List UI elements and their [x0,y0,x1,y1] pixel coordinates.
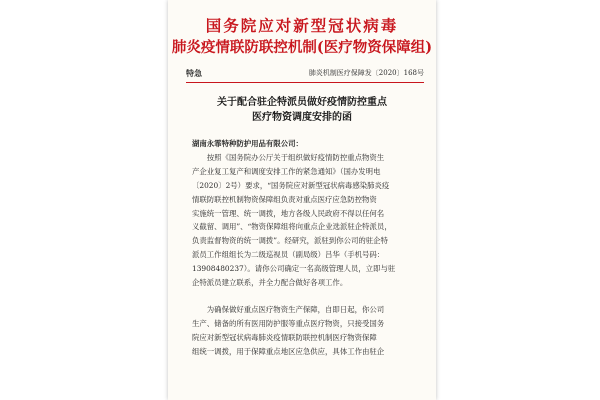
paragraph-line: 产企业复工复产和调度安排工作的紧急通知》（国办发明电 [192,166,381,176]
paragraph-line: 企特派员建立联系，并全力配合做好各项工作。 [192,278,348,288]
paragraph-line: 负责监督物资的统一调拨”。经研究，派驻到你公司的驻企特 [192,236,388,246]
document-meta-row [186,67,424,79]
paragraph-line: 院应对新型冠状病毒肺炎疫情联防联控机制医疗物资保障 [192,332,377,342]
document-number: 肺炎机制医疗保障发〔2020〕168号 [308,69,424,77]
paragraph-line: 情联防联控机制物资保障组负责对重点医疗应急防控物资 [192,194,377,204]
paragraph-line: 〔2020〕2号）要求，“国务院应对新型冠状病毒感染肺炎疫 [192,180,390,190]
addressee: 湖南永霏特种防护用品有限公司： [192,139,303,148]
issuer-header-line1: 国务院应对新型冠状病毒 [205,16,399,35]
body-paragraph-1 [192,151,428,290]
document-title-line1: 关于配合驻企特派员做好疫情防控重点 [217,97,387,108]
issuer-header-line2: 肺炎疫情联防联控机制(医疗物资保障组) [171,39,433,56]
paragraph-line: 组统一调拨，用于保障重点地区应急供应，具体工作由驻企 [192,346,385,356]
paragraph-line: 派员工作组组长为二级巡视员（副局级）吕华（手机号码： [192,250,385,260]
document-title-line2: 医疗物资调度安排的函 [252,112,352,123]
body-paragraph-2 [192,303,428,359]
paragraph-line: 13908480237）。请你公司确定一名高级管理人员，立即与驻 [192,264,396,274]
paragraph-line: 按照《国务院办公厅关于组织做好疫情防控重点物资生 [192,153,385,162]
paragraph-line: 生产、储备的所有医用防护服等重点医疗物资，只接受国务 [192,318,385,328]
document-page [168,0,436,400]
urgency-label: 特急 [186,68,202,78]
red-divider-line [186,82,424,83]
paragraph-line: 义截留、调用”、“物资保障组将向重点企业选派驻企特派员， [192,222,392,232]
paragraph-line: 为确保做好重点医疗物资生产保障，自即日起，你公司 [192,305,385,314]
paragraph-line: 实施统一管理、统一调拨，地方各级人民政府不得以任何名 [192,208,385,218]
